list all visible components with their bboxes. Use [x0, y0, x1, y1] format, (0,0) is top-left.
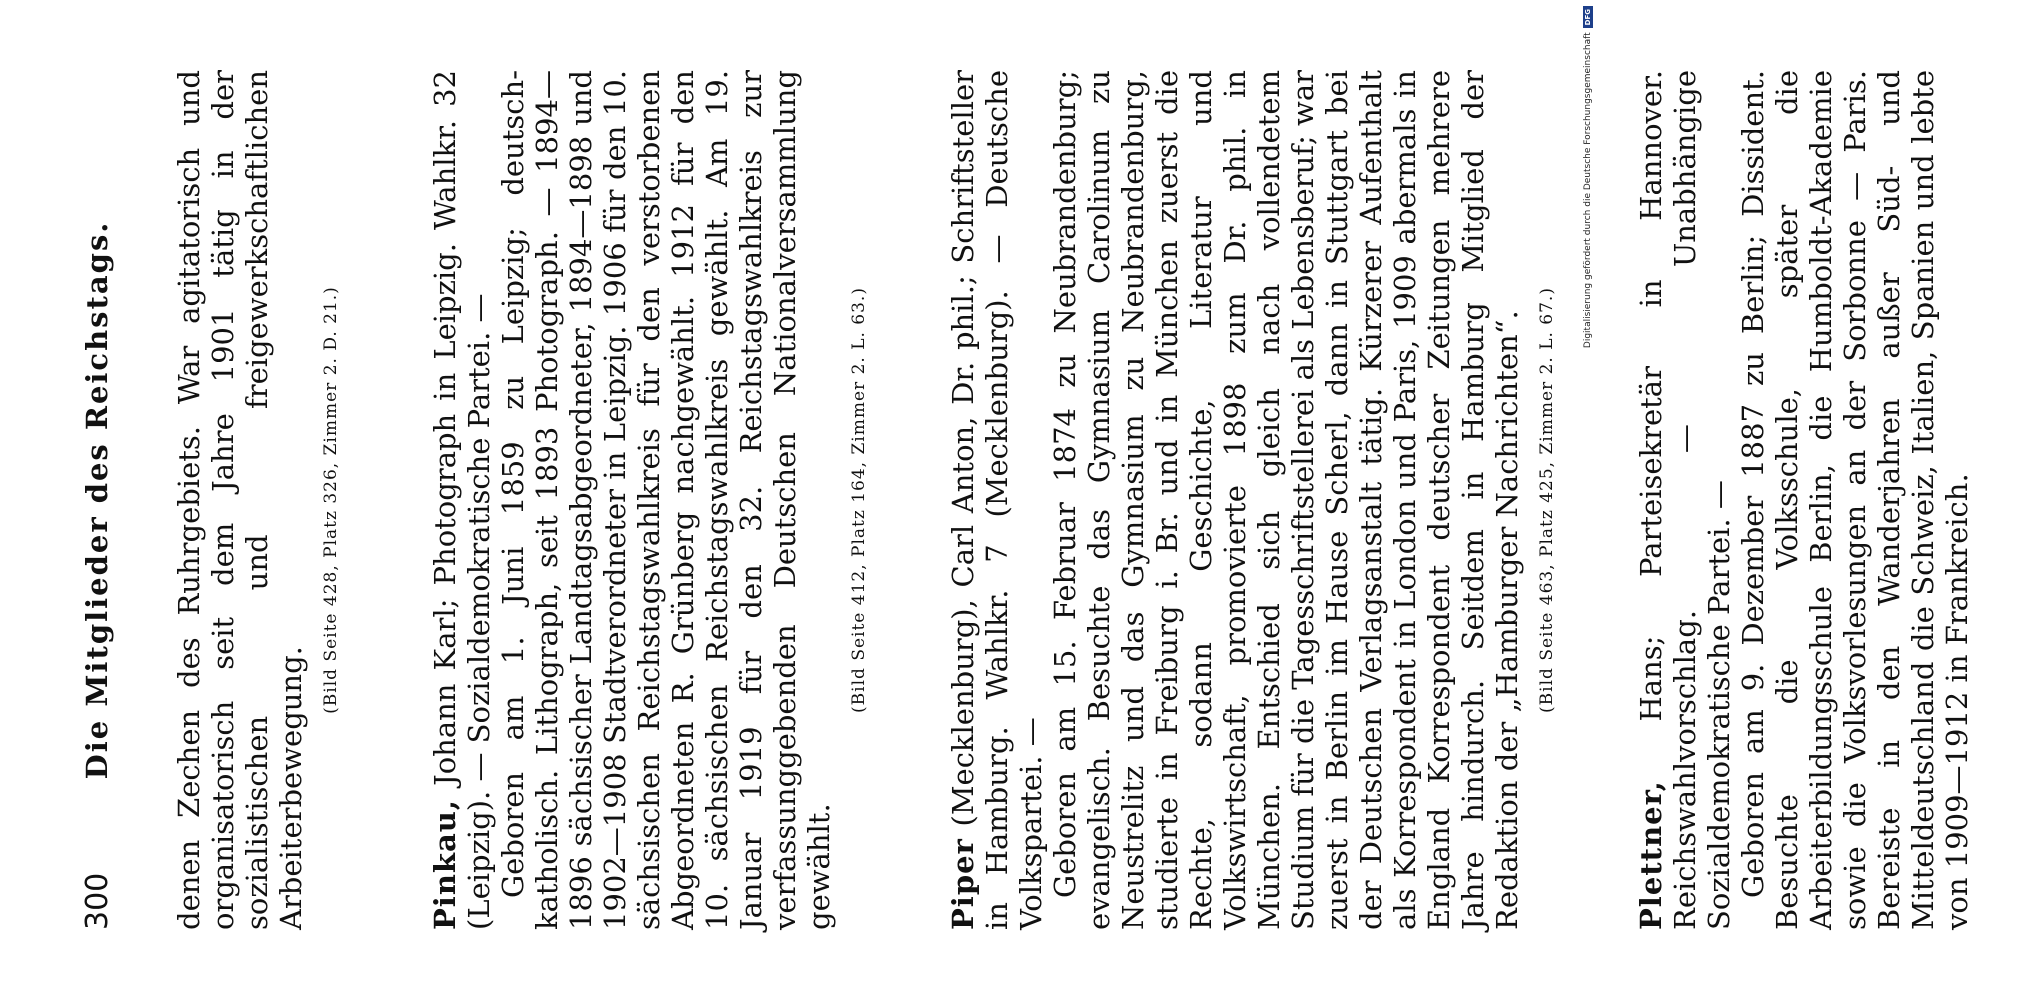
entry-pinkau [428, 70, 876, 930]
entry-plettner [1634, 70, 1974, 930]
entry-surname: Plettner, [1634, 780, 1668, 930]
entry-heading-text: Johann Karl; Photograph in Leipzig. Wahlkr. 32 (Leipzig). — Sozialdemokratische Partei. — [428, 70, 496, 930]
entry-body: Geboren am 15. Februar 1874 zu Neubrandenburg; evangelisch. Besuchte das Gymnasium Carolinum zu Neustrelitz und das Gymnasium zu Neubrandenburg, studierte in Freiburg i. Br. und in München zuerst die Rechte, sodann Geschichte, Literatur und Volkswirtschaft, promovierte 1898 zum Dr. phil. in München. Entschied sich gleich nach vollendetem Studium für die Tagesschriftstellerei als Lebensberuf; war zuerst in Berlin im Hause Scherl, dann in Stuttgart bei der Deutschen Verlagsanstalt tätig. Kürzerer Aufenthalt als Korrespondent in London und Paris, 1909 abermals in England Korrespondent deutscher Zeitungen mehrere Jahre hindurch. Seitdem in Hamburg Mitglied der Redaktion der „Hamburger Nachrichten“. [1048, 70, 1524, 930]
page-number: 300 [80, 872, 115, 930]
running-title: Die Mitglieder des Reichstags. [80, 220, 114, 780]
photo-reference: (Bild Seite 463, Platz 425, Zimmer 2. L. 67.) [1537, 287, 1557, 713]
digitization-note-text: Digitalisierung gefördert durch die Deutsche Forschungsgemeinschaft [1583, 32, 1593, 349]
continued-text: denen Zechen des Ruhrgebiets. War agitatorisch und organisatorisch seit dem Jahre 1901 tätig in der sozialistischen und freigewerkschaftlichen Arbeiterbewegung. [172, 70, 308, 930]
entry-heading [1634, 70, 1736, 930]
entry-body: Geboren am 9. Dezember 1887 zu Berlin; Dissident. Besuchte die Volksschule, später die Arbeiterbildungsschule Berlin, die Humboldt-Akademie sowie die Volksvorlesungen an der Sorbonne — Paris. Bereiste in den Wanderjahren außer Süd- und Mitteldeutschland die Schweiz, Italien, Spanien und lebte von 1909—1912 in Frankreich. [1736, 70, 1974, 930]
continued-entry [172, 70, 348, 930]
entry-heading-text: (Mecklenburg), Carl Anton, Dr. phil.; Schriftsteller in Hamburg. Wahlkr. 7 (Mecklenburg). — Deutsche Volkspartei. — [946, 70, 1048, 930]
page-header [80, 70, 132, 930]
dfg-logo: DFG [1583, 6, 1593, 28]
entry-heading [946, 70, 1048, 930]
photo-reference: (Bild Seite 428, Platz 326, Zimmer 2. D. 21.) [321, 286, 341, 714]
entry-heading-text: Hans; Parteisekretär in Hannover. Reichswahlvorschlag. — Unabhängige Sozialdemokratische Partei. — [1634, 70, 1736, 930]
entry-heading [428, 70, 496, 930]
entry-surname: Piper [946, 838, 980, 930]
entry-surname: Pinkau, [428, 799, 462, 930]
entry-body: Geboren am 1. Juni 1859 zu Leipzig; deutsch-katholisch. Lithograph, seit 1893 Photograph. — 1894—1896 sächsischer Landtagsabgeordneter, 1894—1898 und 1902—1908 Stadtverordneter in Leipzig. 1906 für den 10. sächsischen Reichstagswahlkreis für den verstorbenen Abgeordneten R. Grünberg nachgewählt. 1912 für den 10. sächsischen Reichstagswahlkreis gewählt. Am 19. Januar 1919 für den 32. Reichstagswahlkreis zur verfassunggebenden Deutschen Nationalversammlung gewählt. [496, 70, 836, 930]
digitization-note [1568, 0, 1608, 1000]
entry-piper [946, 70, 1564, 930]
photo-reference: (Bild Seite 412, Platz 164, Zimmer 2. L. 63.) [849, 287, 869, 713]
document-page [80, 70, 2044, 930]
